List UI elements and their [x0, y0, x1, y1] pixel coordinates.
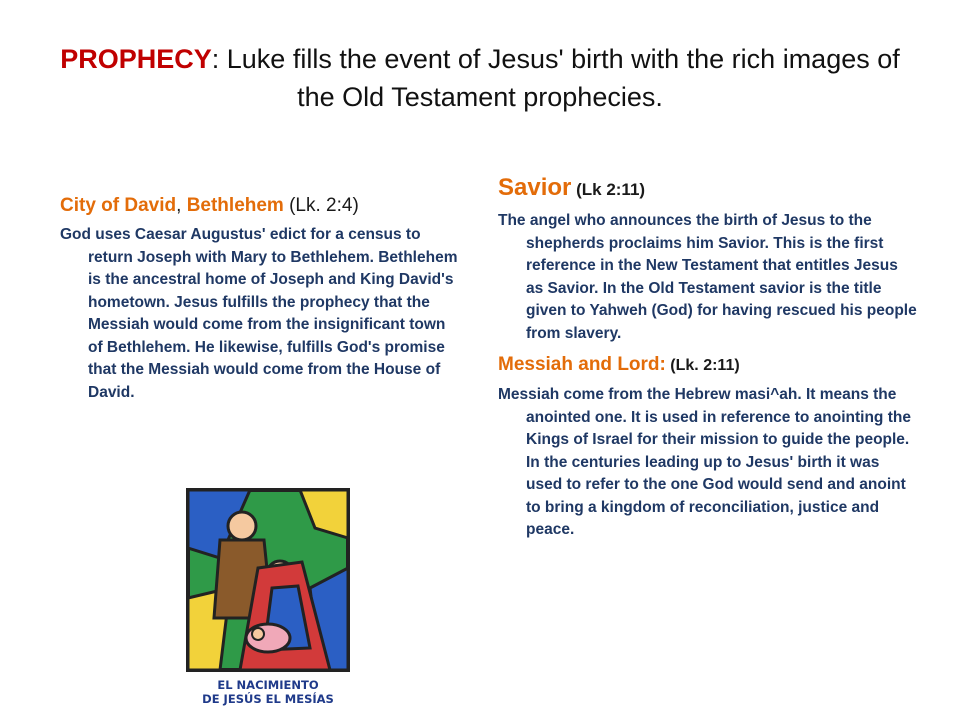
messiah-heading	[498, 351, 918, 380]
heading-ref: (Lk. 2:4)	[283, 195, 359, 216]
heading-separator: ,	[176, 195, 187, 216]
heading-city-of-david: City of David	[60, 195, 177, 216]
caption-line-2: DE JESÚS EL MESÍAS	[202, 692, 334, 706]
city-of-david-heading	[60, 192, 460, 220]
messiah-ref: (Lk. 2:11)	[665, 357, 740, 374]
savior-paragraph: The angel who announces the birth of Jesus to the shepherds proclaims him Savior. This is the first reference in the New Testament that entitles Jesus as Savior. In the Old Testament savior is the title given to Yahweh (God) for having rescued his people from slavery.	[498, 212, 917, 342]
left-column	[60, 192, 460, 404]
image-caption	[180, 678, 356, 706]
nativity-stained-glass-image	[180, 478, 356, 716]
city-of-david-paragraph: God uses Caesar Augustus' edict for a census to return Joseph with Mary to Bethlehem. Bethlehem is the ancestral home of Joseph and King David's hometown. Jesus fulfills the prophecy that the Messiah would come from the insignificant town of Bethlehem. He likewise, fulfills God's promise that the Messiah would come from the House of David.	[60, 226, 458, 401]
heading-bethlehem: Bethlehem	[186, 195, 284, 216]
savior-heading-text: Savior	[498, 174, 572, 201]
messiah-heading-text: Messiah and Lord	[498, 354, 660, 375]
slide-title	[60, 40, 900, 116]
savior-heading	[498, 172, 918, 206]
title-keyword: PROPHECY	[60, 44, 212, 74]
messiah-colon: :	[659, 354, 666, 375]
stained-glass-art	[180, 478, 356, 674]
messiah-paragraph: Messiah come from the Hebrew masi^ah. It means the anointed one. It is used in reference to anointing the Kings of Israel for their mission to guide the people. In the centuries leading up to Jesus' birth it was used to refer to the one God would send and anoint to bring a kingdom of reconciliation, justice and peace.	[498, 386, 911, 538]
title-text: : Luke fills the event of Jesus' birth with the rich images of the Old Testament prophecies.	[211, 44, 900, 112]
savior-ref: (Lk 2:11)	[571, 180, 646, 199]
right-column	[498, 172, 918, 542]
caption-line-1: EL NACIMIENTO	[217, 678, 319, 692]
baby-head	[252, 628, 264, 640]
joseph-head	[228, 512, 256, 540]
